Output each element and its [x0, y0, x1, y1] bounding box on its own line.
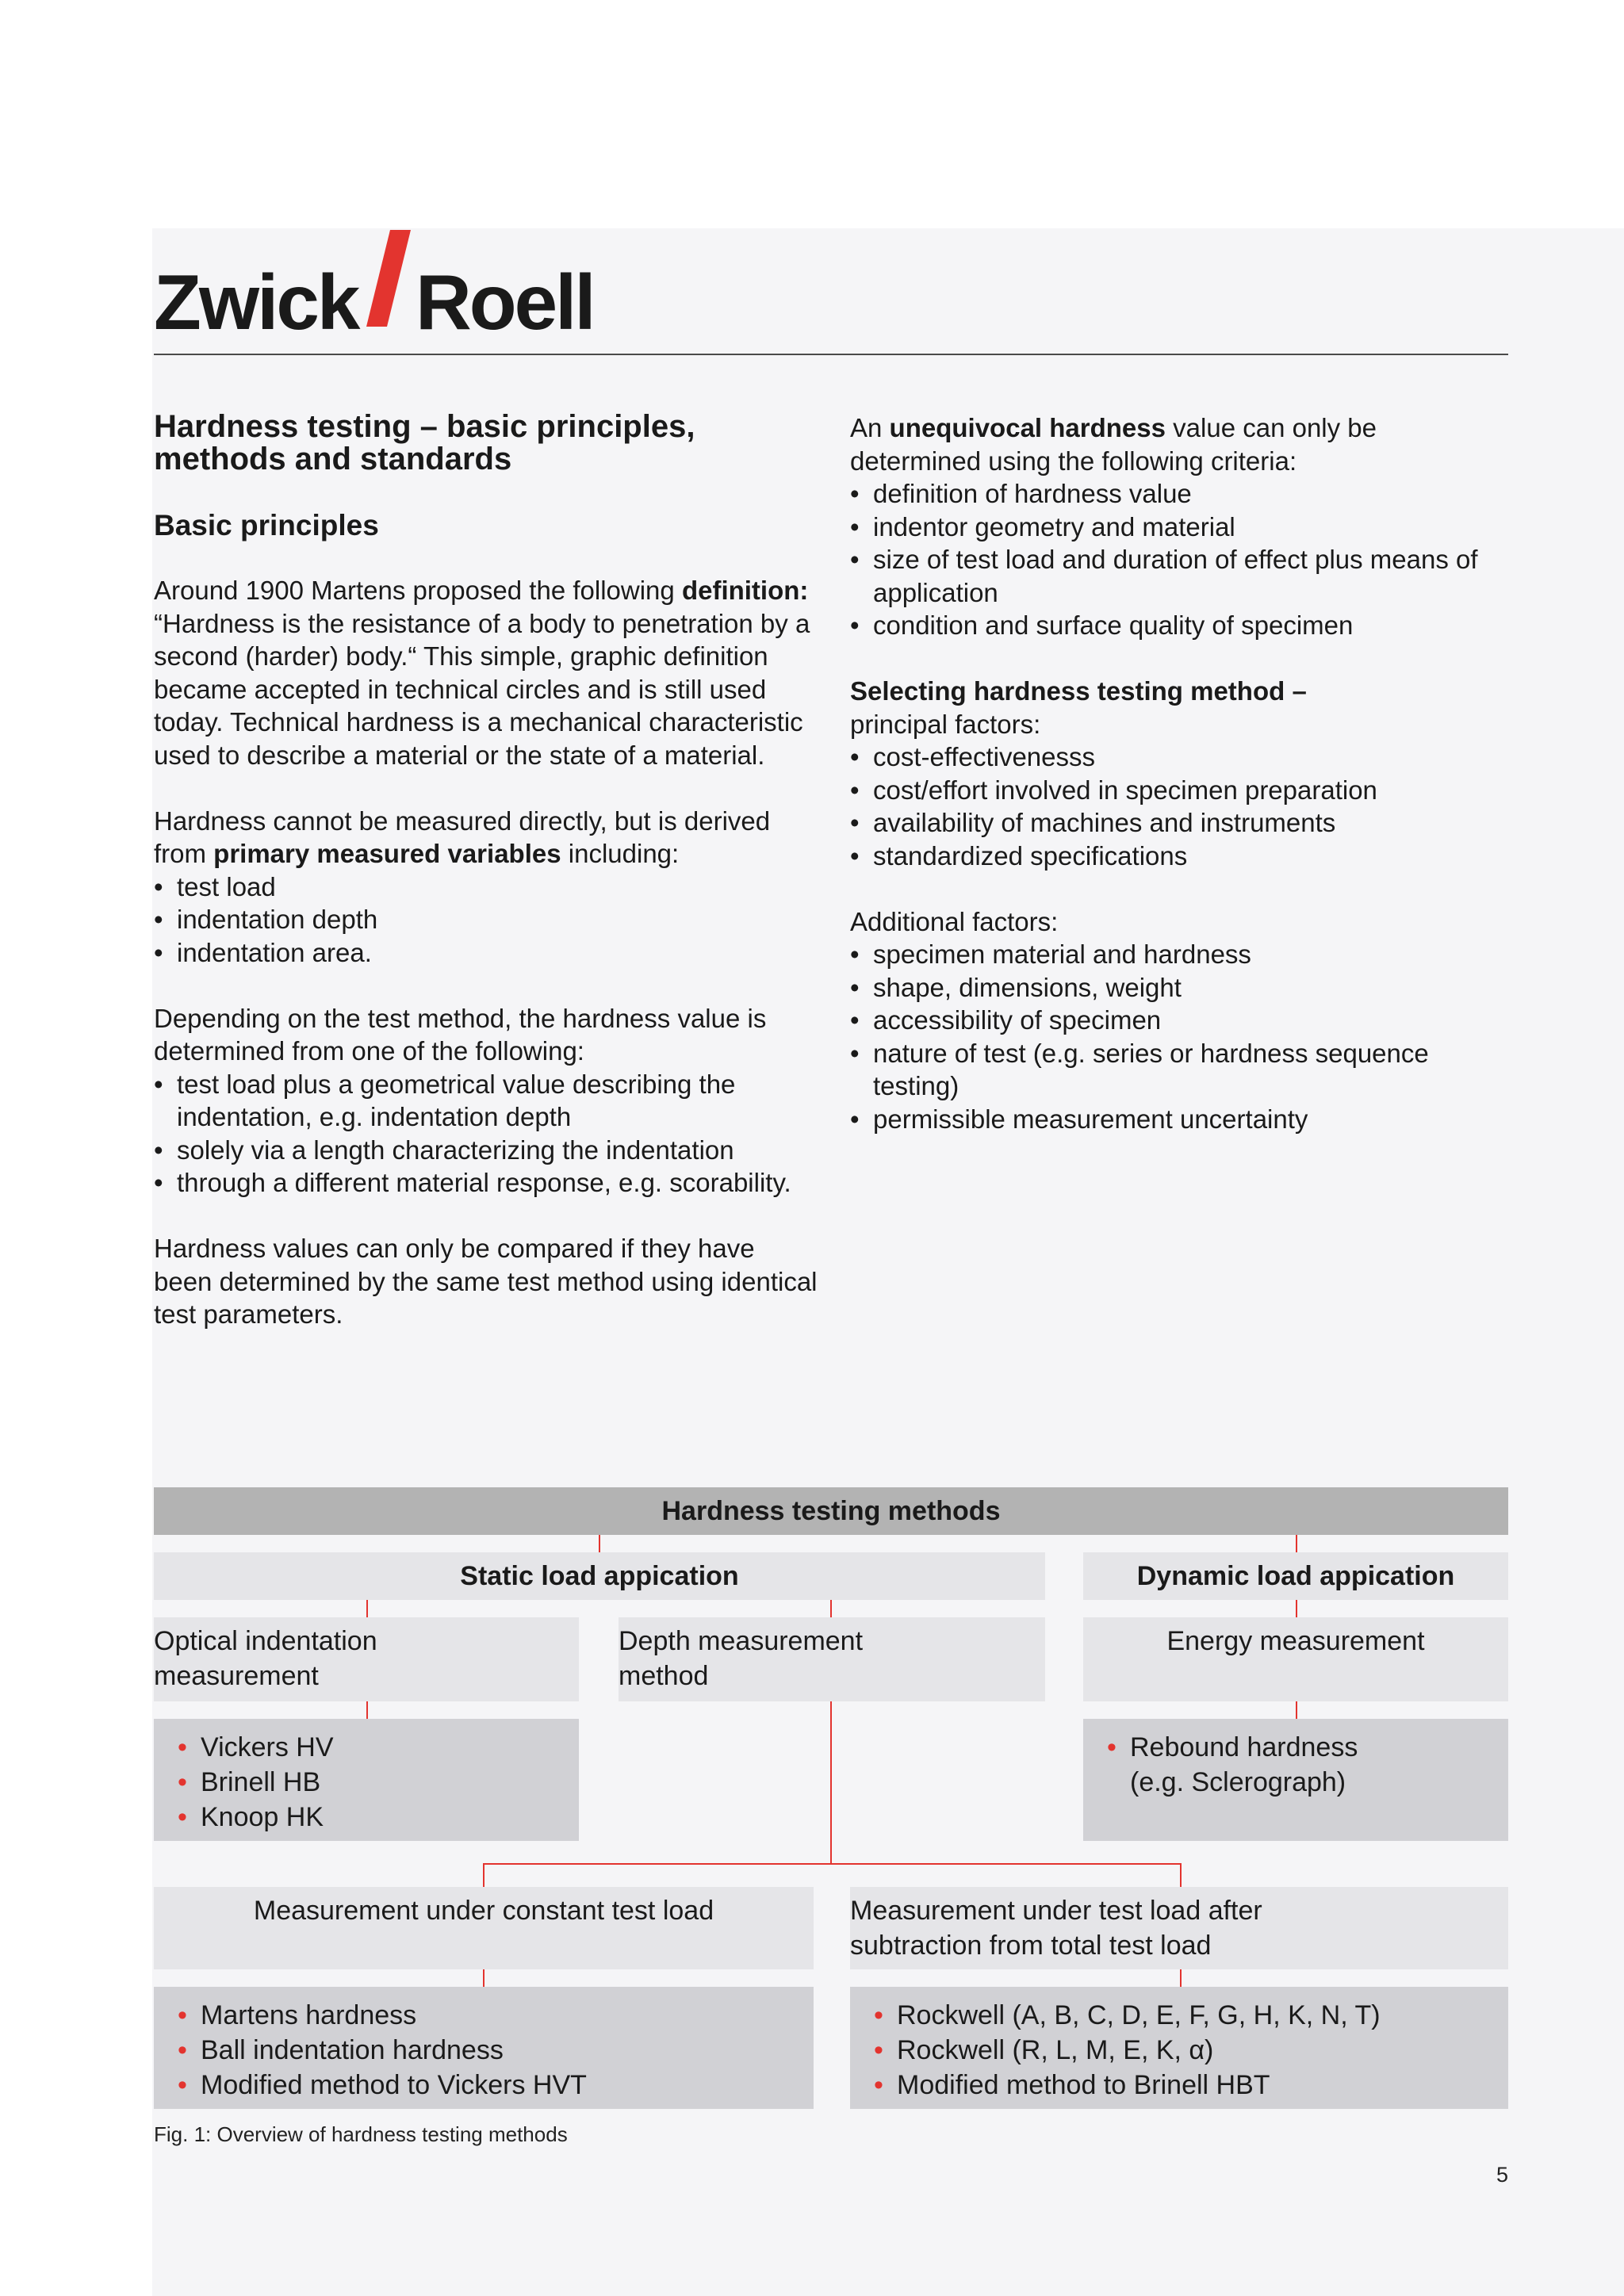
page-number: 5 — [1496, 2163, 1508, 2187]
list-item: • availability of machines and instruments — [850, 806, 1508, 840]
list-item-continuation: (e.g. Sclerograph) — [1130, 1767, 1346, 1797]
connector-line — [1296, 1600, 1297, 1617]
list-criteria — [850, 477, 1508, 642]
list-item: • specimen material and hardness — [850, 938, 1508, 971]
list-item: • test load — [154, 871, 820, 904]
list-item: • standardized specifications — [850, 840, 1508, 873]
section-heading-basic-principles: Basic principles — [154, 508, 379, 541]
connector-line — [1296, 1535, 1297, 1552]
subtraction-methods-list — [850, 1987, 1508, 2109]
list-determination — [154, 1068, 820, 1200]
subtraction-load-box — [850, 1887, 1508, 1969]
connector-line — [830, 1600, 832, 1617]
list-item: • Martens hardness — [178, 1998, 814, 2033]
paragraph-comparison: Hardness values can only be compared if they have been determined by the same test method using identical test parameters. — [154, 1234, 818, 1329]
connector-line — [830, 1701, 832, 1865]
list-item: • solely via a length characterizing the indentation — [154, 1134, 820, 1167]
list-item: • cost/effort involved in specimen preparation — [850, 774, 1508, 807]
right-column — [850, 411, 1508, 1135]
subheading-principal-factors: principal factors: — [850, 709, 1041, 739]
figure-caption: Fig. 1: Overview of hardness testing methods — [154, 2122, 568, 2146]
list-item: • Ball indentation hardness — [178, 2033, 814, 2068]
list-additional-factors — [850, 938, 1508, 1135]
connector-line — [1296, 1701, 1297, 1719]
list-item: • permissible measurement uncertainty — [850, 1103, 1508, 1136]
paragraph-definition: Around 1900 Martens proposed the following definition: “Hardness is the resistance of a body to penetration by a second (harder) body.“ This simple, graphic definition became accepted in technical circles and is still used today. Technical hardness is a mechanical characteristic used to describe a material or the state of a material. — [154, 576, 810, 770]
optical-methods-list — [154, 1719, 579, 1841]
subtraction-line-2: subtraction from total test load — [850, 1931, 1212, 1961]
page-title: Hardness testing – basic principles, methods and standards — [154, 409, 695, 476]
connector-line — [483, 1863, 485, 1887]
list-item: • Modified method to Vickers HVT — [178, 2068, 814, 2103]
list-item: • through a different material response, e.g. scorability. — [154, 1166, 820, 1200]
list-item: • nature of test (e.g. series or hardness sequence testing) — [850, 1037, 1508, 1103]
constant-load-box: Measurement under constant test load — [154, 1887, 814, 1969]
energy-methods-list — [1083, 1719, 1508, 1841]
energy-measurement-box: Energy measurement — [1083, 1617, 1508, 1701]
list-item: • shape, dimensions, weight — [850, 971, 1508, 1004]
list-item: • condition and surface quality of specimen — [850, 609, 1508, 642]
optical-line-1: Optical indentation — [154, 1626, 377, 1656]
heading-selecting-method: Selecting hardness testing method – — [850, 676, 1307, 706]
static-load-box: Static load appication — [154, 1552, 1045, 1600]
header-divider — [154, 354, 1508, 355]
list-principal-factors — [850, 740, 1508, 872]
paragraph-test-method: Depending on the test method, the hardness value is determined from one of the following: — [154, 1003, 767, 1066]
list-item: • Modified method to Brinell HBT — [874, 2068, 1508, 2103]
list-item: • Rockwell (A, B, C, D, E, F, G, H, K, N, T) — [874, 1998, 1508, 2033]
constant-methods-list — [154, 1987, 814, 2109]
list-item: • Rockwell (R, L, M, E, K, α) — [874, 2033, 1508, 2068]
optical-measurement-box — [154, 1617, 579, 1701]
diagram-title: Hardness testing methods — [154, 1487, 1508, 1535]
connector-line — [483, 1863, 1182, 1865]
left-column — [154, 411, 820, 1331]
paragraph-unequivocal: An unequivocal hardness value can only be determined using the following criteria: — [850, 413, 1377, 476]
list-item: • test load plus a geometrical value describing the indentation, e.g. indentation depth — [154, 1068, 820, 1134]
heading-additional-factors: Additional factors: — [850, 906, 1059, 936]
dynamic-load-box: Dynamic load appication — [1083, 1552, 1508, 1600]
list-item: • cost-effectivenesss — [850, 740, 1508, 774]
list-measured-variables — [154, 871, 820, 970]
logo-slash-icon — [366, 230, 411, 327]
list-item: • accessibility of specimen — [850, 1004, 1508, 1037]
list-item: • size of test load and duration of effect plus means of application — [850, 543, 1508, 609]
list-item: • Rebound hardness — [1107, 1730, 1508, 1765]
connector-line — [366, 1701, 368, 1719]
depth-line-2: method — [619, 1661, 709, 1691]
subtraction-line-1: Measurement under test load after — [850, 1896, 1262, 1926]
logo-text-roell: Roell — [416, 258, 594, 346]
list-item: • indentation depth — [154, 903, 820, 936]
paragraph-measured-variables: Hardness cannot be measured directly, but is derived from primary measured variables including: — [154, 806, 771, 868]
connector-line — [1180, 1969, 1182, 1987]
list-item: • indentor geometry and material — [850, 511, 1508, 544]
connector-line — [483, 1969, 485, 1987]
connector-line — [599, 1535, 600, 1552]
depth-measurement-box — [619, 1617, 1045, 1701]
optical-line-2: measurement — [154, 1661, 319, 1691]
list-item: • Vickers HV — [178, 1730, 579, 1765]
logo-text-zwick: Zwick — [154, 258, 358, 346]
depth-line-1: Depth measurement — [619, 1626, 864, 1656]
connector-line — [366, 1600, 368, 1617]
list-item: • Knoop HK — [178, 1800, 579, 1835]
connector-line — [1180, 1863, 1182, 1887]
list-item: • definition of hardness value — [850, 477, 1508, 511]
list-item: • Brinell HB — [178, 1765, 579, 1800]
list-item: • indentation area. — [154, 936, 820, 970]
